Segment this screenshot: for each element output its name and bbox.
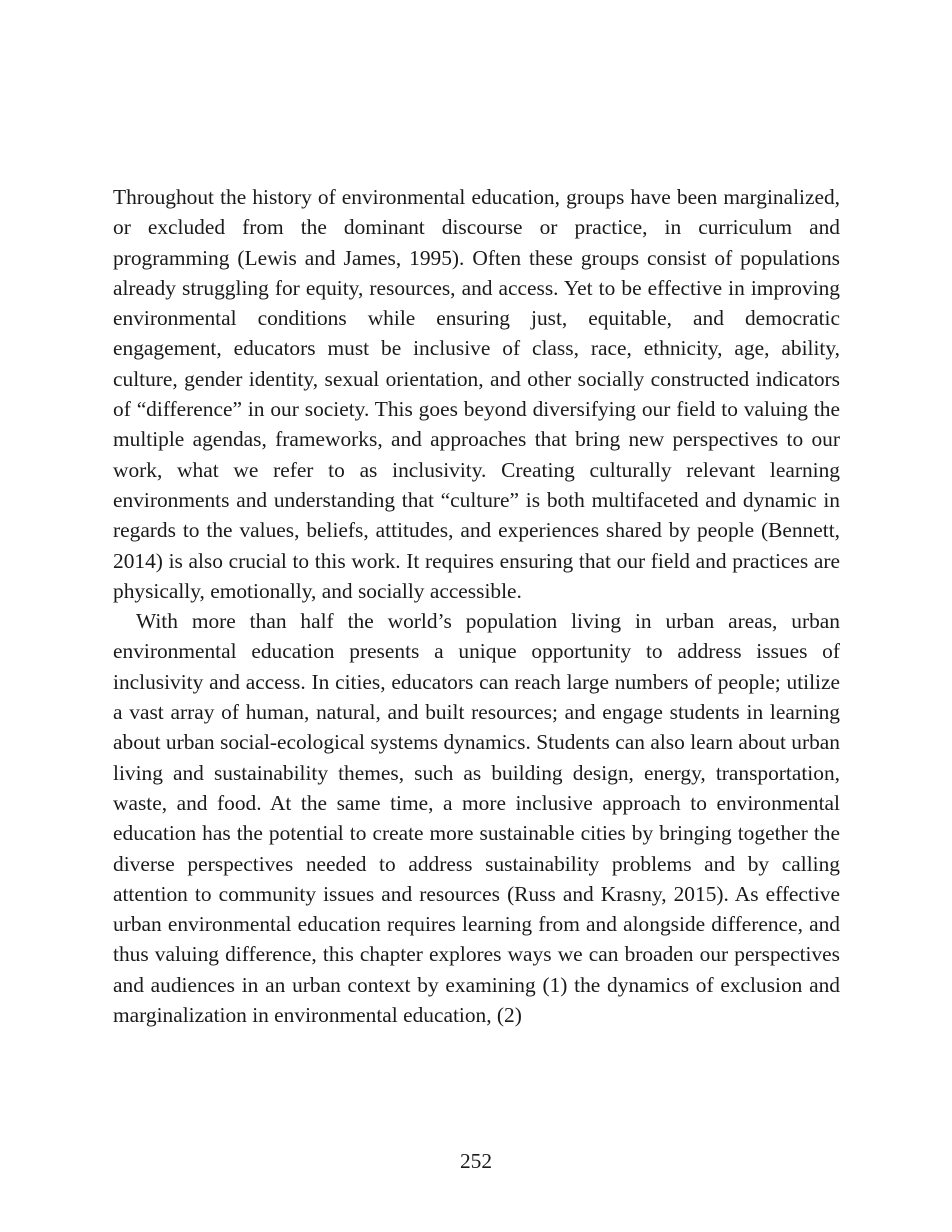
paragraph-1: Throughout the history of environmental education, groups have been marginalized, or excluded from the dominant discourse or practice, in curriculum and programming (Lewis and James, 1995). Often these groups consist of populations already struggling for equity, resources, and access. Yet to be effective in improving environmental conditions while ensuring just, equitable, and democratic engagement, educators must be inclusive of class, race, ethnicity, age, ability, culture, gender identity, sexual orientation, and other socially constructed indicators of “difference” in our society. This goes beyond diversifying our field to valuing the multiple agendas, frameworks, and approaches that bring new perspectives to our work, what we refer to as inclusivity. Creating culturally relevant learning environments and understanding that “culture” is both multifaceted and dynamic in regards to the values, beliefs, attitudes, and experiences shared by people (Bennett, 2014) is also crucial to this work. It requires ensuring that our field and practices are physically, emotionally, and socially accessible. [113, 185, 840, 603]
body-text [113, 182, 840, 1030]
paragraph-2: With more than half the world’s population living in urban areas, urban environmental education presents a unique opportunity to address issues of inclusivity and access. In cities, educators can reach large numbers of people; utilize a vast array of human, natural, and built resources; and engage students in learning about urban social-ecological systems dynamics. Students can also learn about urban living and sustainability themes, such as building design, energy, transportation, waste, and food. At the same time, a more inclusive approach to environmental education has the potential to create more sustainable cities by bringing together the diverse perspectives needed to address sustainability problems and by calling attention to community issues and resources (Russ and Krasny, 2015). As effective urban environmental education requires learning from and alongside difference, and thus valuing difference, this chapter explores ways we can broaden our perspectives and audiences in an urban context by examining (1) the dynamics of exclusion and marginalization in environmental education, (2) [113, 609, 840, 1028]
page-number: 252 [459, 1149, 493, 1173]
